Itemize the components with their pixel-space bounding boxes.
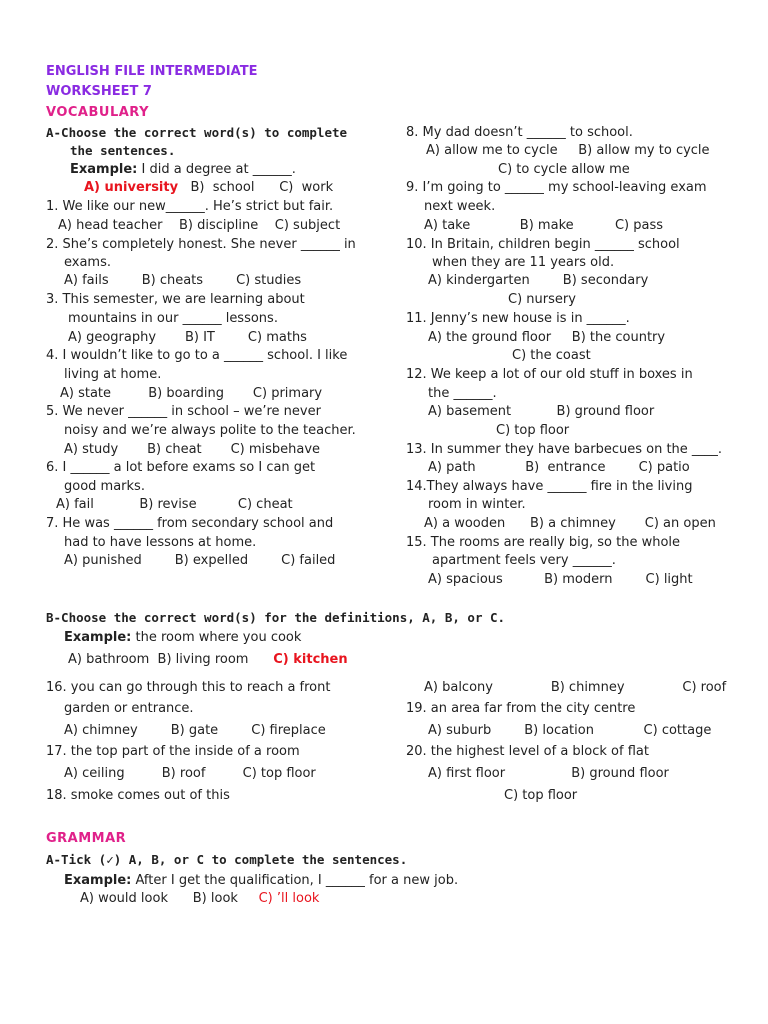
grammar-instruction: A-Tick (✓) A, B, or C to complete the sentences. — [46, 852, 408, 867]
example-other-options: A) bathroom B) living room — [68, 652, 249, 667]
question-12: 12. We keep a lot of our old stuff in boxes in — [406, 367, 693, 382]
part-b-example — [64, 630, 301, 646]
question-8: 8. My dad doesn’t ______ to school. — [406, 125, 633, 140]
question-15-options: A) spacious B) modern C) light — [428, 572, 693, 587]
example-sentence: After I get the qualification, I ______ for a new job. — [131, 873, 459, 888]
question-11-options-ab: A) the ground floor B) the country — [428, 330, 666, 345]
question-7-options: A) punished B) expelled C) failed — [64, 553, 336, 568]
question-18: 18. smoke comes out of this — [46, 788, 230, 803]
question-13: 13. In summer they have barbecues on the ____. — [406, 442, 723, 457]
question-9: 9. I’m going to ______ my school-leaving exam — [406, 180, 707, 195]
question-8-options-ab: A) allow me to cycle B) allow my to cycle — [426, 143, 710, 158]
question-17: 17. the top part of the inside of a room — [46, 744, 300, 759]
question-4-cont: living at home. — [64, 367, 162, 382]
question-10-options-ab: A) kindergarten B) secondary — [428, 273, 649, 288]
question-10-option-c: C) nursery — [508, 292, 576, 307]
question-10: 10. In Britain, children begin ______ school — [406, 237, 680, 252]
question-1: 1. We like our new______. He’s strict but fair. — [46, 199, 334, 214]
question-3-options: A) geography B) IT C) maths — [68, 330, 307, 345]
question-5-cont: noisy and we’re always polite to the teacher. — [64, 423, 356, 438]
question-18-options: A) balcony B) chimney C) roof — [424, 680, 727, 695]
example-correct-answer: C) kitchen — [273, 652, 348, 667]
question-14-cont: room in winter. — [428, 497, 526, 512]
question-16-options: A) chimney B) gate C) fireplace — [64, 723, 326, 738]
question-6-cont: good marks. — [64, 479, 145, 494]
question-2-cont: exams. — [64, 255, 111, 270]
example-other-options: A) would look B) look — [80, 891, 238, 906]
grammar-example-options — [80, 891, 319, 907]
question-6: 6. I ______ a lot before exams so I can get — [46, 460, 316, 475]
question-3: 3. This semester, we are learning about — [46, 292, 305, 307]
part-a-example-options — [84, 180, 333, 196]
question-12-option-c: C) top floor — [496, 423, 570, 438]
part-a-instruction-cont: the sentences. — [70, 143, 176, 158]
document-title: ENGLISH FILE INTERMEDIATE — [46, 64, 258, 79]
question-12-cont: the ______. — [428, 386, 497, 401]
question-8-option-c: C) to cycle allow me — [498, 162, 630, 177]
worksheet-number: WORKSHEET 7 — [46, 84, 152, 99]
question-2-options: A) fails B) cheats C) studies — [64, 273, 302, 288]
part-b-instruction: B-Choose the correct word(s) for the definitions, A, B, or C. — [46, 610, 506, 625]
question-14-options: A) a wooden B) a chimney C) an open — [424, 516, 716, 531]
question-9-cont: next week. — [424, 199, 496, 214]
question-10-cont: when they are 11 years old. — [432, 255, 615, 270]
question-5: 5. We never ______ in school – we’re never — [46, 404, 321, 419]
example-label: Example: — [70, 162, 138, 177]
question-15: 15. The rooms are really big, so the whole — [406, 535, 681, 550]
part-b-example-options — [68, 652, 348, 668]
question-19-options: A) suburb B) location C) cottage — [428, 723, 712, 738]
question-20: 20. the highest level of a block of flat — [406, 744, 649, 759]
question-4: 4. I wouldn’t like to go to a ______ school. I like — [46, 348, 348, 363]
question-7: 7. He was ______ from secondary school and — [46, 516, 334, 531]
question-3-cont: mountains in our ______ lessons. — [68, 311, 278, 326]
part-a-example — [70, 162, 296, 178]
question-16: 16. you can go through this to reach a front — [46, 680, 331, 695]
example-sentence: I did a degree at ______. — [137, 162, 296, 177]
question-20-options-ab: A) first floor B) ground floor — [428, 766, 669, 781]
question-9-options: A) take B) make C) pass — [424, 218, 663, 233]
question-1-options: A) head teacher B) discipline C) subject — [58, 218, 341, 233]
question-13-options: A) path B) entrance C) patio — [428, 460, 690, 475]
example-definition: the room where you cook — [131, 630, 302, 645]
example-correct-answer: C) ’ll look — [258, 891, 320, 906]
question-17-options: A) ceiling B) roof C) top floor — [64, 766, 316, 781]
grammar-example — [64, 873, 458, 889]
question-19: 19. an area far from the city centre — [406, 701, 636, 716]
example-label: Example: — [64, 873, 132, 888]
part-a-instruction: A-Choose the correct word(s) to complete — [46, 125, 348, 140]
example-label: Example: — [64, 630, 132, 645]
question-11-option-c: C) the coast — [512, 348, 591, 363]
question-11: 11. Jenny’s new house is in ______. — [406, 311, 630, 326]
question-7-cont: had to have lessons at home. — [64, 535, 257, 550]
question-14: 14.They always have ______ fire in the living — [406, 479, 693, 494]
question-16-cont: garden or entrance. — [64, 701, 194, 716]
example-correct-answer: A) university — [84, 180, 179, 195]
question-15-cont: apartment feels very ______. — [432, 553, 616, 568]
question-12-options-ab: A) basement B) ground floor — [428, 404, 655, 419]
question-5-options: A) study B) cheat C) misbehave — [64, 442, 321, 457]
section-heading-vocabulary: VOCABULARY — [46, 105, 150, 120]
question-4-options: A) state B) boarding C) primary — [60, 386, 323, 401]
section-heading-grammar: GRAMMAR — [46, 831, 127, 846]
question-6-options: A) fail B) revise C) cheat — [56, 497, 293, 512]
question-2: 2. She’s completely honest. She never ______ in — [46, 237, 356, 252]
example-other-options: B) school C) work — [190, 180, 334, 195]
question-20-option-c: C) top floor — [504, 788, 578, 803]
